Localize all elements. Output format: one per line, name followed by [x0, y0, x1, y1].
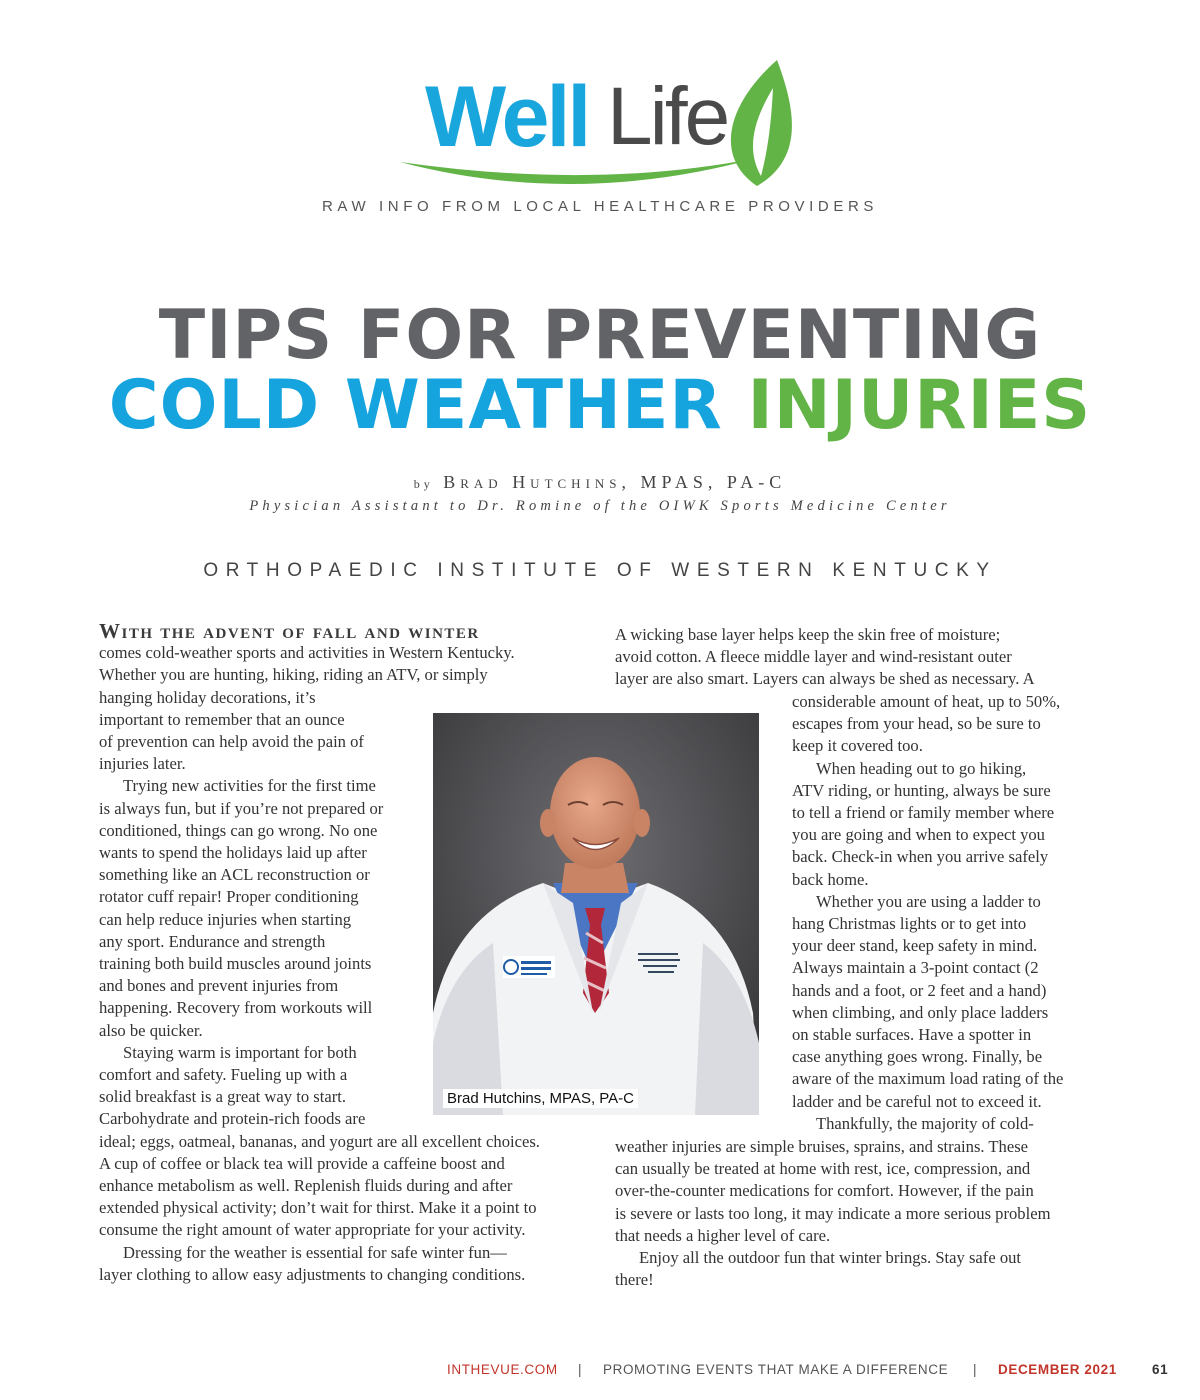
article-text-line: is always fun, but if you’re not prepared or [99, 798, 384, 818]
author-photo [433, 713, 759, 1115]
article-text-line: Thankfully, the majority of cold- [816, 1113, 1034, 1133]
headline-line-2 [0, 366, 1200, 445]
article-text-line: over-the-counter medications for comfort. However, if the pain [615, 1181, 1034, 1201]
byline-by: by [413, 477, 434, 491]
right-top-text [615, 624, 1105, 691]
article-text-line: to tell a friend or family member where [792, 803, 1055, 823]
photo-caption: Brad Hutchins, MPAS, PA-C [443, 1089, 638, 1108]
article-text-line: Trying new activities for the first time [123, 776, 376, 796]
article-text-line: rotator cuff repair! Proper conditioning [99, 887, 359, 907]
article-text-line: Always maintain a 3-point contact (2 [792, 958, 1039, 978]
article-text-line: A wicking base layer helps keep the skin free of moisture; [615, 625, 1001, 644]
article-text-line: hanging holiday decorations, it’s [99, 687, 316, 707]
article-text-line: Whether you are using a ladder to [816, 891, 1041, 911]
footer-site-link[interactable]: INTHEVUE.COM [447, 1362, 558, 1377]
logo-text-life: Life [607, 71, 728, 162]
article-text-line: When heading out to go hiking, [816, 758, 1027, 778]
article-text-line: consume the right amount of water appropriate for your activity. [99, 1220, 526, 1240]
article-text-line: escapes from your head, so be sure to [792, 714, 1041, 734]
article-text-line: Enjoy all the outdoor fun that winter brings. Stay safe out [639, 1248, 1022, 1268]
author-role: Physician Assistant to Dr. Romine of the OIWK Sports Medicine Center [249, 498, 951, 514]
article-text-line: A cup of coffee or black tea will provide a caffeine boost and [99, 1153, 505, 1173]
article-text-line: important to remember that an ounce [99, 709, 345, 729]
article-text-line: something like an ACL reconstruction or [99, 865, 370, 885]
article-text-line: can help reduce injuries when starting [99, 909, 352, 929]
page-number: 61 [1152, 1362, 1169, 1377]
article-text-line: ladder and be careful not to exceed it. [792, 1091, 1042, 1111]
article-text-line: weather injuries are simple bruises, sprains, and strains. These [615, 1137, 1029, 1156]
article-text-line: extended physical activity; don’t wait for thirst. Make it a point to [99, 1198, 537, 1218]
article-text-line: aware of the maximum load rating of the [792, 1069, 1064, 1089]
footer-separator: | [973, 1362, 978, 1377]
article-text-line: there! [615, 1270, 654, 1290]
article-text-line: wants to spend the holidays laid up after [99, 843, 367, 863]
article-text-line: ideal; eggs, oatmeal, bananas, and yogurt are all excellent choices. [99, 1131, 540, 1151]
article-text-line: your deer stand, keep safety in mind. [792, 936, 1038, 956]
article-text-line: training both build muscles around joints [99, 954, 372, 974]
article-text-line: layer clothing to allow easy adjustments to changing conditions. [99, 1264, 526, 1284]
article-text-line: comes cold-weather sports and activities in Western Kentucky. [99, 643, 515, 663]
article-text-line: of prevention can help avoid the pain of [99, 732, 364, 752]
article-text-line: case anything goes wrong. Finally, be [792, 1047, 1043, 1067]
footer-separator: | [578, 1362, 583, 1377]
institute-name: ORTHOPAEDIC INSTITUTE OF WESTERN KENTUCKY [203, 560, 997, 581]
article-text-line: any sport. Endurance and strength [99, 931, 326, 951]
article-text-line: also be quicker. [99, 1020, 203, 1040]
article-text-line: hang Christmas lights or to get into [792, 914, 1027, 934]
article-right-column-middle [792, 691, 1102, 1135]
article-text-line: conditioned, things can go wrong. No one [99, 820, 378, 840]
article-text-line: injuries later. [99, 754, 186, 774]
article-text-line: ATV riding, or hunting, always be sure [792, 780, 1051, 800]
article-text-line: hands and a foot, or 2 feet and a hand) [792, 980, 1047, 1000]
article-text-line: comfort and safety. Fueling up with a [99, 1065, 348, 1085]
article-right-column-top [615, 624, 1105, 691]
article-text-line: is severe or lasts too long, it may indicate a more serious problem [615, 1203, 1051, 1223]
article-text-line: keep it covered too. [792, 736, 923, 756]
right-middle-text [792, 691, 1102, 1135]
byline-author: Brad Hutchins, MPAS, PA-C [443, 472, 787, 492]
byline [0, 472, 1200, 493]
logo-text-well: Well [425, 69, 589, 165]
article-text-line: happening. Recovery from workouts will [99, 998, 373, 1018]
article-text-line: can usually be treated at home with rest, ice, compression, and [615, 1159, 1031, 1179]
article-text-line: when climbing, and only place ladders [792, 1002, 1049, 1022]
article-lead-in: With the advent of fall and winter [99, 619, 480, 643]
article-text-line: Staying warm is important for both [123, 1042, 357, 1062]
article-text-line: back. Check-in when you arrive safely [792, 847, 1049, 867]
article-text-line: Whether you are hunting, hiking, riding an ATV, or simply [99, 665, 488, 685]
headline-injuries: INJURIES [747, 366, 1092, 445]
footer-promo: PROMOTING EVENTS THAT MAKE A DIFFERENCE [603, 1362, 949, 1377]
headline-line-1: TIPS FOR PREVENTING [158, 296, 1042, 375]
footer-date: DECEMBER 2021 [998, 1362, 1117, 1377]
article-text-line: that needs a higher level of care. [615, 1225, 831, 1245]
welllife-logo [395, 58, 805, 188]
article-text-line: Carbohydrate and protein-rich foods are [99, 1109, 366, 1129]
article-text-line: avoid cotton. A fleece middle layer and wind-resistant outer [615, 647, 1012, 667]
tagline: RAW INFO FROM LOCAL HEALTHCARE PROVIDERS [322, 198, 878, 215]
article-text-line: layer are also smart. Layers can always be shed as necessary. A [615, 669, 1035, 689]
article-text-line: Dressing for the weather is essential for safe winter fun— [123, 1242, 507, 1262]
article-text-line: on stable surfaces. Have a spotter in [792, 1025, 1032, 1045]
article-text-line: back home. [792, 869, 869, 889]
right-bottom-text [615, 1136, 1105, 1291]
article-text-line: enhance metabolism as well. Replenish fluids during and after [99, 1176, 513, 1196]
headline-cold-weather: COLD WEATHER [108, 366, 723, 445]
article-right-column-bottom [615, 1136, 1105, 1291]
article-text-line: and bones and prevent injuries from [99, 976, 339, 996]
article-text-line: solid breakfast is a great way to start. [99, 1087, 346, 1107]
article-text-line: you are going and when to expect you [792, 825, 1045, 845]
article-text-line: considerable amount of heat, up to 50%, [792, 692, 1061, 711]
